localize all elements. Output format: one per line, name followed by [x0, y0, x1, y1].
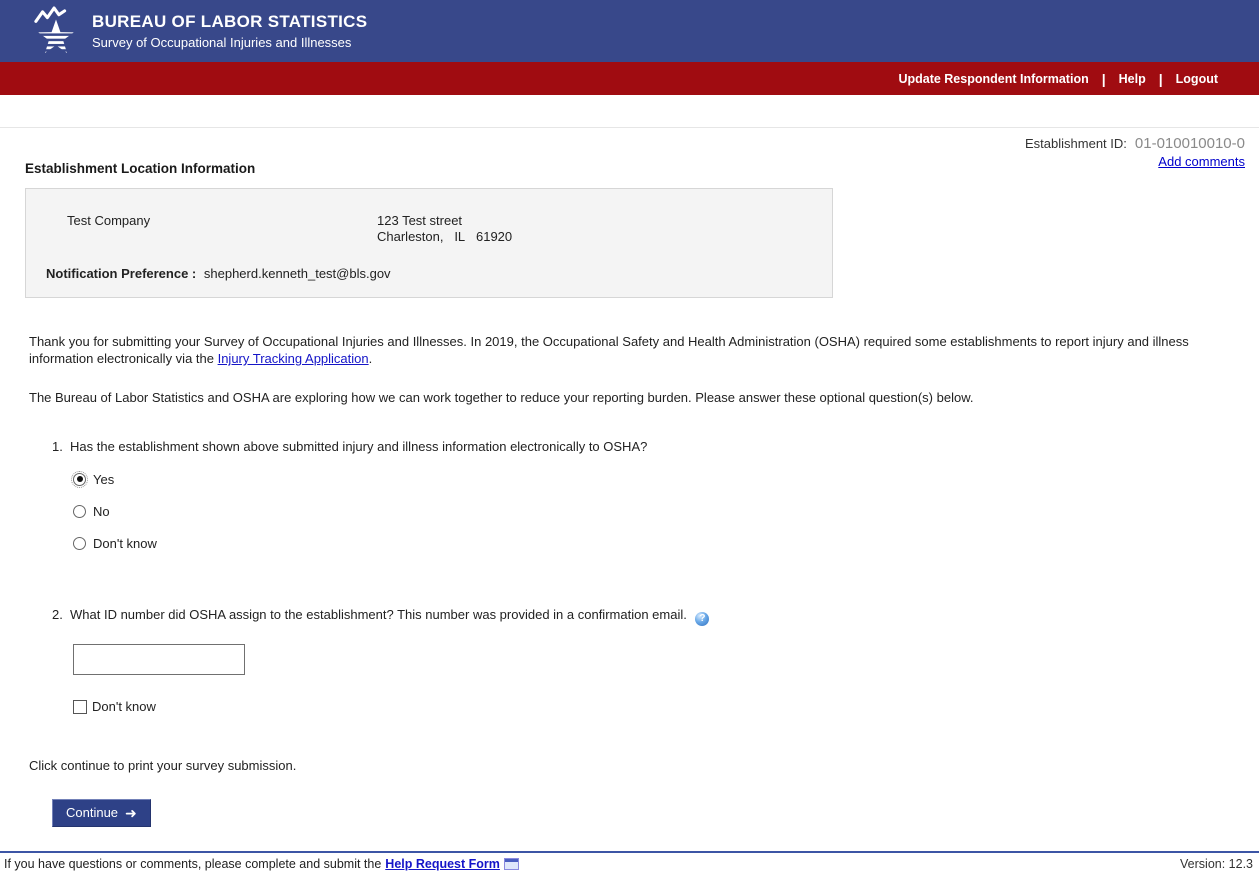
radio-dont-know[interactable] [73, 537, 86, 550]
option-yes[interactable] [73, 471, 1245, 487]
radio-no-label[interactable]: No [93, 503, 110, 519]
version-label: Version: 12.3 [1180, 857, 1253, 871]
question-1-text: Has the establishment shown above submitted injury and illness information electronically to OSHA? [70, 439, 648, 454]
question-2-number: 2. [52, 607, 63, 622]
company-address [377, 213, 512, 245]
nav-update-respondent-information[interactable]: Update Respondent Information [898, 71, 1089, 86]
injury-tracking-application-link[interactable]: Injury Tracking Application [217, 351, 369, 366]
intro-paragraph-1 [29, 333, 1239, 367]
intro-paragraph-1-period: . [368, 351, 373, 366]
app-subtitle: Survey of Occupational Injuries and Illnesses [92, 35, 352, 50]
notification-preference-email: shepherd.kenneth_test@bls.gov [203, 266, 391, 281]
question-1-options [73, 471, 1245, 551]
address-line-2: Charleston, IL 61920 [377, 229, 513, 244]
notification-preference-label: Notification Preference : [46, 266, 197, 281]
print-note: Click continue to print your survey submission. [29, 758, 297, 773]
radio-yes[interactable] [73, 473, 86, 486]
nav-logout[interactable]: Logout [1175, 71, 1218, 86]
app-header [0, 0, 1259, 62]
option-dont-know[interactable] [73, 535, 1245, 551]
intro-paragraph-1-text: Thank you for submitting your Survey of Occupational Injuries and Illnesses. In 2019, the Occupational Safety and Health Administration (OSHA) required some establishments to report injury and illness information electronically via the [29, 334, 1189, 366]
radio-yes-label[interactable]: Yes [93, 471, 115, 487]
radio-dont-know-label[interactable]: Don't know [93, 535, 157, 551]
radio-no[interactable] [73, 505, 86, 518]
address-line-1: 123 Test street [377, 213, 463, 228]
question-2 [25, 607, 1245, 626]
top-navbar [0, 62, 1259, 95]
add-comments-link[interactable]: Add comments [1158, 154, 1245, 169]
nav-separator: | [1158, 70, 1163, 87]
dont-know-checkbox[interactable] [73, 700, 87, 714]
nav-help[interactable]: Help [1118, 71, 1146, 86]
dont-know-checkbox-label[interactable]: Don't know [92, 699, 156, 714]
bls-logo-icon [33, 6, 79, 56]
arrow-right-icon: ➜ [125, 804, 137, 821]
question-1 [25, 439, 1245, 455]
help-icon[interactable]: ? [695, 612, 709, 626]
nav-separator: | [1101, 70, 1106, 87]
app-title: BUREAU OF LABOR STATISTICS [92, 12, 368, 31]
establishment-id-block [1025, 135, 1245, 169]
new-window-icon [504, 858, 519, 870]
establishment-location-box [25, 188, 833, 298]
establishment-id-value: 01-010010010-0 [1134, 135, 1245, 152]
company-name: Test Company [67, 213, 151, 228]
option-no[interactable] [73, 503, 1245, 519]
page-title: Establishment Location Information [25, 161, 256, 176]
establishment-id-label: Establishment ID: [1025, 136, 1127, 151]
osha-id-input[interactable] [73, 644, 245, 675]
question-2-text: What ID number did OSHA assign to the establishment? This number was provided in a confirmation email. [70, 607, 687, 622]
continue-button-label: Continue [66, 805, 119, 820]
dont-know-checkbox-row[interactable] [73, 699, 1245, 714]
help-request-form-link[interactable]: Help Request Form [385, 857, 500, 871]
question-1-number: 1. [52, 439, 63, 454]
continue-button[interactable] [52, 799, 151, 827]
footer-help-text: If you have questions or comments, please complete and submit the [4, 857, 382, 871]
intro-paragraph-2: The Bureau of Labor Statistics and OSHA are exploring how we can work together to reduce your reporting burden. Please answer these optional question(s) below. [29, 390, 974, 405]
page-footer [0, 851, 1259, 871]
